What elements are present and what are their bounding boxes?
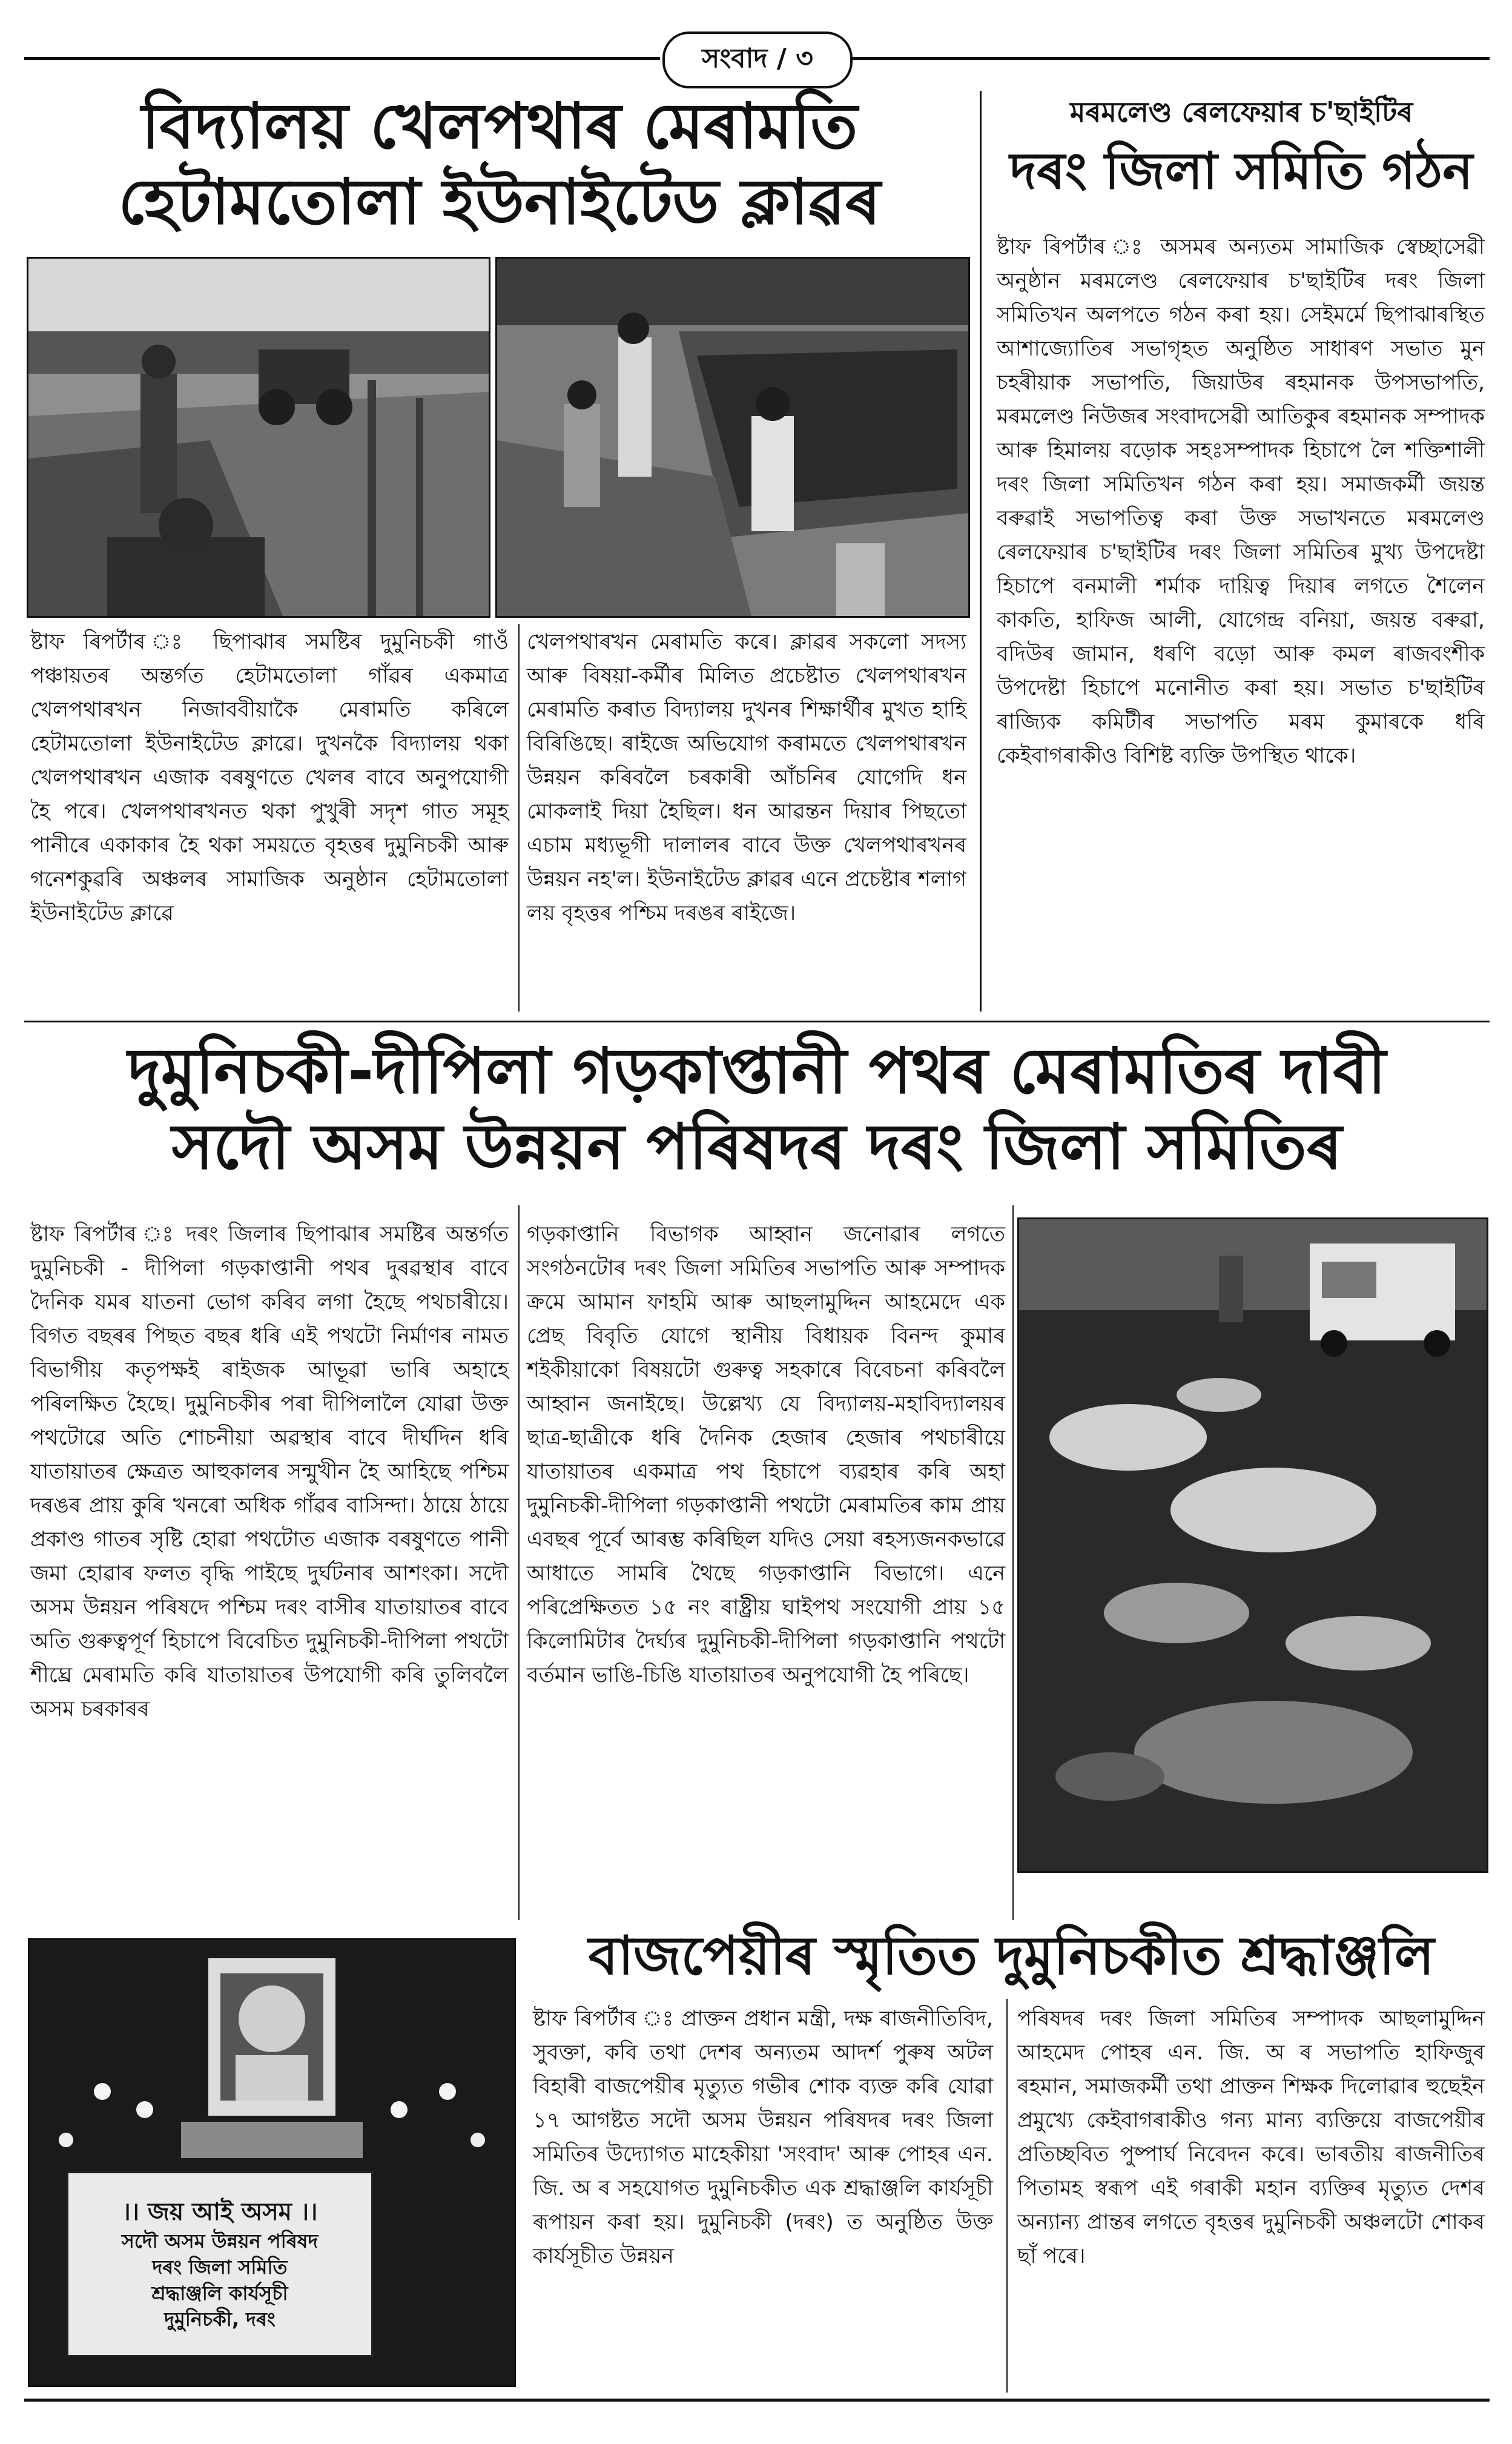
tribute-banner xyxy=(67,2171,373,2357)
story4-column-divider xyxy=(1006,1999,1008,2393)
story2-headline: দৰং জিলা সমিতি গঠন xyxy=(1009,141,1473,200)
bottom-rule xyxy=(24,2399,1490,2402)
banner-line4: শ্ৰদ্ধাঞ্জলি কাৰ্যসূচী xyxy=(151,2282,288,2305)
story4-body-col1: ষ্টাফ ৰিপৰ্টাৰ ঃ প্ৰাক্তন প্ৰধান মন্ত্ৰী, দক্ষ ৰাজনীতিবিদ, সুবক্তা, কবি তথা দেশৰ অন্যতম আদৰ্শ পুৰুষ অটল বিহাৰী বাজপেয়ীৰ মৃত্যুত গভীৰ শোক ব্যক্ত কৰি যোৱা ১৭ আগষ্টত সদৌ অসম উন্নয়ন পৰিষদৰ দৰং জিলা সমিতিৰ উদ্যোগত মাহেকীয়া 'সংবাদ' আৰু পোহৰ এন. জি. অ ৰ সহযোগত দুমুনিচকীত এক শ্ৰদ্ধাঞ্জলি কাৰ্যসূচী ৰূপায়ন কৰা হয়। দুমুনিচকী (দৰং) ত অনুষ্ঠিত উক্ত কাৰ্যসূচীত উন্নয়ন xyxy=(533,2007,993,2268)
story4-body-col2: পৰিষদৰ দৰং জিলা সমিতিৰ সম্পাদক আছলামুদ্দিন আহমেদ পোহৰ এন. জি. অ ৰ সভাপতি হাফিজুৰ ৰহমান, সমাজকৰ্মী তথা প্ৰাক্তন শিক্ষক দিলোৱাৰ হুছেইন প্ৰমুখ্যে কেইবাগৰাকীও গন্য মান্য ব্যক্তিয়ে বাজপেয়ীৰ প্ৰতিচ্ছবিত পুষ্পাৰ্ঘ নিবেদন কৰে। ভাৰতীয় ৰাজনীতিৰ পিতামহ স্বৰূপ এই গৰাকী মহান ব্যক্তিৰ মৃত্যুত দেশৰ অন্যান্য প্ৰান্তৰ লগতে বৃহত্তৰ দুমুনিচকী অঞ্চলটো শোকৰ ছাঁ পৰে। xyxy=(1017,2007,1485,2268)
story3-headline-line2: সদৌ অসম উন্নয়ন পৰিষদৰ দৰং জিলা সমিতিৰ xyxy=(171,1110,1342,1184)
story1-body-col2: খেলপথাৰখন মেৰামতি কৰে। ক্লাৱৰ সকলো সদস্য আৰু বিষয়া-কৰ্মীৰ মিলিত প্ৰচেষ্টাত খেলপথাৰখন মেৰামতি কৰাত বিদ্যালয় দুখনৰ শিক্ষাৰ্থীৰ মুখত হাহি বিৰিঙিছে। ৰাইজে অভিযোগ কৰামতে খেলপথাৰখন উন্নয়ন কৰিবলৈ চৰকাৰী আঁচনিৰ যোগেদি ধন মোকলাই দিয়া হৈছিল। ধন আৱন্তন দিয়াৰ পিছতো এচাম মধ্যভূগী দালালৰ বাবে উক্ত খেলপথাৰখনৰ উন্নয়ন নহ'ল। ইউনাইটেড ক্লাৱৰ এনে প্ৰচেষ্টাৰ শলাগ লয় বৃহত্তৰ পশ্চিম দৰঙৰ ৰাইজে। xyxy=(527,630,966,926)
story2-body: ষ্টাফ ৰিপৰ্টাৰ ঃ অসমৰ অন্যতম সামাজিক স্বেচ্ছাসেৱী অনুষ্ঠান মৰমলেণ্ড ৰেলফেয়াৰ চ'ছাইটিৰ দৰং জিলা সমিতিখন অলপতে গঠন কৰা হয়। সেইমৰ্মে ছিপাঝাৰস্থিত আশাজ্যোতিৰ সভাগৃহত অনুষ্ঠিত সাধাৰণ সভাত মুন চহৰীয়াক সভাপতি, জিয়াউৰ ৰহমানক উপসভাপতি, মৰমলেণ্ড নিউজৰ সংবাদসেৱী আতিকুৰ ৰহমানক সম্পাদক আৰু হিমালয় বড়োক সহঃসম্পাদক হিচাপে লৈ শক্তিশালী দৰং জিলা সমিতিখন গঠন কৰা হয়। সমাজকৰ্মী জয়ন্ত বৰুৱাই সভাপতিত্ব কৰা উক্ত সভাখনতে মৰমলেণ্ড ৰেলফেয়াৰ চ'ছাইটিৰ দৰং জিলা সমিতিৰ মুখ্য উপদেষ্টা হিচাপে বনমালী শৰ্মাক দায়িত্ব দিয়াৰ লগতে শৈলেন কাকতি, হাফিজ আলী, যোগেন্দ্ৰ বনিয়া, জয়ন্ত বৰুৱা, বদিউৰ জামান, ধৰণি বড়ো আৰু কমল ৰাজবংশীক উপদেষ্টা হিচাপে মনোনীত কৰা হয়। সভাত চ'ছাইটিৰ ৰাজ্যিক কমিটীৰ সভাপতি মৰম কুমাৰকে ধৰি কেইবাগৰাকীও বিশিষ্ট ব্যক্তি উপস্থিত থাকে। xyxy=(997,235,1485,768)
folio-label: সংবাদ / ৩ xyxy=(702,42,813,74)
banner-line5: দুমুনিচকী, দৰং xyxy=(164,2308,276,2331)
section-rule-1 xyxy=(24,1021,1490,1022)
story3-body-col2: গড়কাপ্তানি বিভাগক আহ্বান জনোৱাৰ লগতে সংগঠনটোৰ দৰং জিলা সমিতিৰ সভাপতি আৰু সম্পাদক ক্ৰমে আমান ফাহমি আৰু আছলামুদ্দিন আহমেদে এক প্ৰেছ বিবৃতি যোগে স্থানীয় বিধায়ক বিনন্দ কুমাৰ শইকীয়াকো বিষয়টো গুৰুত্ব সহকাৰে বিবেচনা কৰিবলৈ আহ্বান জনাইছে। উল্লেখ্য যে বিদ্যালয়-মহাবিদ্যালয়ৰ ছাত্ৰ-ছাত্ৰীকে ধৰি দৈনিক হেজাৰ হেজাৰ পথচাৰীয়ে যাতায়াতৰ একমাত্ৰ পথ হিচাপে ব্যৱহাৰ কৰি অহা দুমুনিচকী-দীপিলা গড়কাপ্তানী পথটো মেৰামতিৰ কাম প্ৰায় এবছৰ পূৰ্বে আৰম্ভ কৰিছিল যদিও সেয়া ৰহস্যজনকভাৱে আধাতে সামৰি থৈছে গড়কাপ্তানি বিভাগে। এনে পৰিপ্ৰেক্ষিতত ১৫ নং ৰাষ্ট্ৰীয় ঘাইপথ সংযোগী প্ৰায় ১৫ কিলোমিটাৰ দৈৰ্ঘ্যৰ দুমুনিচকী-দীপিলা গড়কাপ্তানি পথটো বৰ্তমান ভাঙি-চিঙি যাতায়াতৰ অনুপযোগী হৈ পৰিছে। xyxy=(527,1222,1005,1687)
story1-photo-field xyxy=(27,257,490,618)
story1-column-divider xyxy=(518,624,520,1012)
story3-column-divider-2 xyxy=(1012,1205,1014,1920)
story1-headline-line1: বিদ্যালয় খেলপথাৰ মেৰামতি xyxy=(141,89,858,163)
story4-headline: বাজপেয়ীৰ স্মৃতিত দুমুনিচকীত শ্ৰদ্ধাঞ্জলি xyxy=(588,1924,1434,1987)
top-rule-right xyxy=(850,57,1490,60)
banner-line2: সদৌ অসম উন্নয়ন পৰিষদ xyxy=(121,2229,319,2253)
story1-photo-truck xyxy=(495,257,970,618)
story1-headline-line2: হেটামতোলা ইউনাইটেড ক্লাৱৰ xyxy=(118,165,881,239)
story3-photo-road xyxy=(1017,1217,1488,1873)
banner-line3: দৰং জিলা সমিতি xyxy=(152,2255,288,2279)
story2-kicker: মৰমলেণ্ড ৰেলফেয়াৰ চ'ছাইটিৰ xyxy=(1069,96,1413,128)
story3-body-col1: ষ্টাফ ৰিপৰ্টাৰ ঃ দৰং জিলাৰ ছিপাঝাৰ সমষ্টিৰ অন্তৰ্গত দুমুনিচকী - দীপিলা গড়কাপ্তানী পথৰ দুৰৱস্থাৰ বাবে দৈনিক যমৰ যাতনা ভোগ কৰিব লগা হৈছে পথচাৰীয়ে। বিগত বছৰৰ পিছত বছৰ ধৰি এই পথটো নিৰ্মাণৰ নামত বিভাগীয় কতৃপক্ষই ৰাইজক আভূৱা ভাৰি অহাহে পৰিলক্ষিত হৈছে। দুমুনিচকীৰ পৰা দীপিলালৈ যোৱা উক্ত পথটোৱে অতি শোচনীয়া অৱস্থাৰ বাবে দীৰ্ঘদিন ধৰি যাতায়াতৰ ক্ষেত্ৰত আহুকালৰ সন্মুখীন হৈ আহিছে পশ্চিম দৰঙৰ প্ৰায় কুৰি খনৰো অধিক গাঁৱৰ বাসিন্দা। ঠায়ে ঠায়ে প্ৰকাণ্ড গাতৰ সৃষ্টি হোৱা পথটোত এজাক বৰষুণতে পানী জমা হোৱাৰ ফলত বৃদ্ধি পাইছে দুৰ্ঘটনাৰ আশংকা। সদৌ অসম উন্নয়ন পৰিষদে পশ্চিম দৰং বাসীৰ যাতায়াতৰ বাবে অতি গুৰুত্বপূৰ্ণ হিচাপে বিবেচিত দুমুনিচকী-দীপিলা পথটো শীঘ্ৰে মেৰামতি কৰি যাতায়াতৰ উপযোগী কৰি তুলিবলৈ অসম চৰকাৰৰ xyxy=(30,1222,509,1721)
banner-line1: ।। জয় আই অসম ।। xyxy=(122,2197,318,2226)
story3-headline-line1: দুমুনিচকী-দীপিলা গড়কাপ্তানী পথৰ মেৰামতিৰ দাবী xyxy=(128,1034,1386,1108)
column-divider-top xyxy=(980,91,982,1012)
story1-body-col1: ষ্টাফ ৰিপৰ্টাৰ ঃ ছিপাঝাৰ সমষ্টিৰ দুমুনিচকী গাওঁ পঞ্চায়তৰ অন্তৰ্গত হেটামতোলা গাঁৱৰ একমাত্ৰ খেলপথাৰখন নিজাববীয়াকৈ মেৰামতি কৰিলে হেটামতোলা ইউনাইটেড ক্লাৱে। দুখনকৈ বিদ্যালয় থকা খেলপথাৰখন এজাক বৰষুণতে খেলৰ বাবে অনুপযোগী হৈ পৰে। খেলপথাৰখনত থকা পুখুৰী সদৃশ গাত সমূহ পানীৰে একাকাৰ হৈ থকা সময়তে বৃহত্তৰ দুমুনিচকী আৰু গনেশকুৱৰি অঞ্চলৰ সামাজিক অনুষ্ঠান হেটামতোলা ইউনাইটেড ক্লাৱে xyxy=(30,630,509,926)
page-folio xyxy=(662,31,853,88)
top-rule-left xyxy=(24,57,660,60)
story3-column-divider-1 xyxy=(518,1205,520,1920)
